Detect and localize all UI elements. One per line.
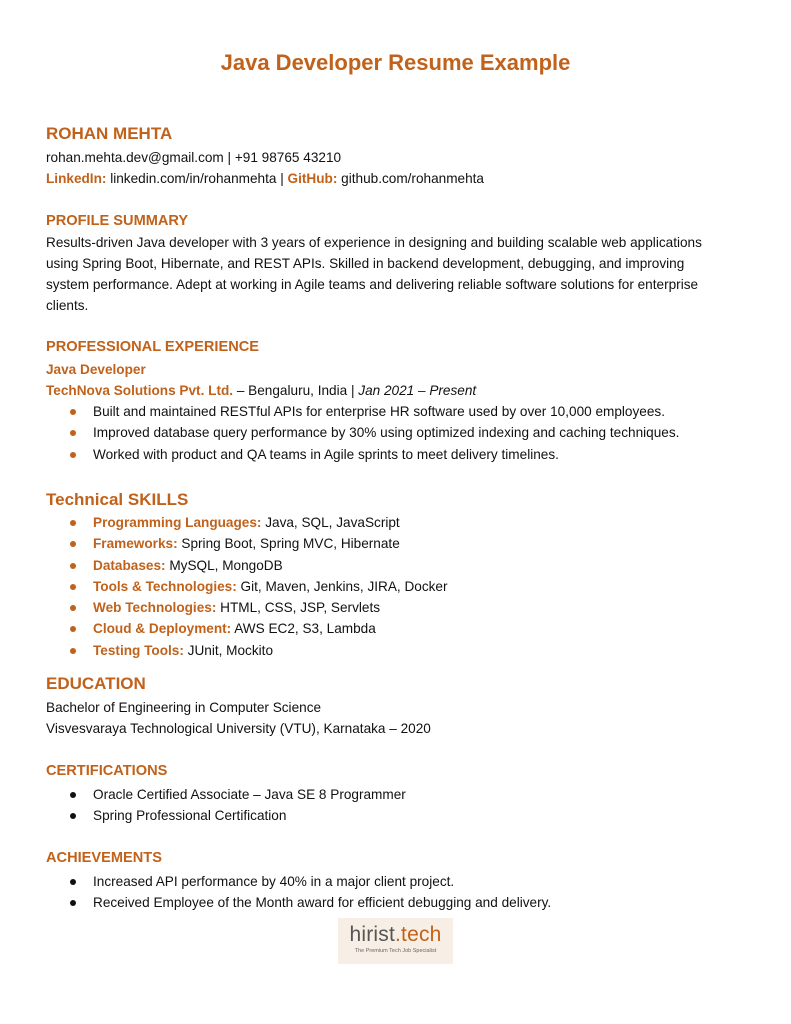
profile-summary-line: using Spring Boot, Hibernate, and REST APIs. Skilled in backend development, debugging, and improving	[46, 256, 685, 271]
job-dates: Jan 2021 – Present	[358, 383, 477, 398]
job-location: – Bengaluru, India |	[233, 383, 359, 398]
list-item: Web Technologies: HTML, CSS, JSP, Servlets	[46, 597, 448, 618]
bullet-icon	[70, 541, 76, 547]
experience-bullets	[46, 401, 679, 465]
linkedin-label: LinkedIn:	[46, 171, 107, 186]
achievements-heading: ACHIEVEMENTS	[46, 850, 162, 866]
experience-heading: PROFESSIONAL EXPERIENCE	[46, 339, 260, 355]
education-heading: EDUCATION	[46, 674, 146, 693]
list-item: Testing Tools: JUnit, Mockito	[46, 640, 448, 661]
list-item: Oracle Certified Associate – Java SE 8 Programmer	[46, 784, 406, 805]
bullet-icon	[70, 605, 76, 611]
profile-summary-line: Results-driven Java developer with 3 years of experience in designing and building scalable web applications	[46, 235, 702, 250]
github-value: github.com/rohanmehta	[337, 171, 484, 186]
logo-wordmark: hirist.tech	[349, 923, 442, 946]
job-role: Java Developer	[46, 362, 146, 377]
logo-tagline: The Premium Tech Job Specialist	[354, 948, 437, 954]
list-item: Received Employee of the Month award for efficient debugging and delivery.	[46, 892, 551, 913]
list-item: Built and maintained RESTful APIs for enterprise HR software used by over 10,000 employees.	[46, 401, 679, 422]
bullet-icon	[70, 813, 76, 819]
achievements-list	[46, 871, 551, 914]
bullet-icon	[70, 626, 76, 632]
bullet-icon	[70, 409, 76, 415]
github-label: GitHub:	[287, 171, 338, 186]
list-item: Programming Languages: Java, SQL, JavaScript	[46, 512, 448, 533]
certifications-heading: CERTIFICATIONS	[46, 763, 168, 779]
bullet-icon	[70, 648, 76, 654]
list-item: Increased API performance by 40% in a major client project.	[46, 871, 551, 892]
list-item: Tools & Technologies: Git, Maven, Jenkins, JIRA, Docker	[46, 576, 448, 597]
bullet-icon	[70, 563, 76, 569]
bullet-icon	[70, 430, 76, 436]
skills-heading: Technical SKILLS	[46, 490, 189, 509]
candidate-name: ROHAN MEHTA	[46, 124, 173, 143]
education-degree: Bachelor of Engineering in Computer Science	[46, 700, 322, 715]
bullet-icon	[70, 452, 76, 458]
contact-line-email-phone: rohan.mehta.dev@gmail.com | +91 98765 43210	[46, 150, 342, 165]
profile-summary-line: system performance. Adept at working in Agile teams and delivering reliable software solutions for enterprise	[46, 277, 699, 292]
list-item: Spring Professional Certification	[46, 805, 406, 826]
certifications-list	[46, 784, 406, 827]
company-name: TechNova Solutions Pvt. Ltd.	[46, 383, 234, 398]
hirist-tech-logo	[338, 918, 453, 964]
list-item: Cloud & Deployment: AWS EC2, S3, Lambda	[46, 618, 448, 639]
bullet-icon	[70, 584, 76, 590]
contact-line-profiles	[46, 169, 484, 189]
list-item: Frameworks: Spring Boot, Spring MVC, Hibernate	[46, 533, 448, 554]
education-school: Visvesvaraya Technological University (VTU), Karnataka – 2020	[46, 721, 431, 736]
job-company-line	[46, 381, 476, 401]
skills-list	[46, 512, 448, 661]
bullet-icon	[70, 792, 76, 798]
linkedin-value: linkedin.com/in/rohanmehta |	[106, 171, 288, 186]
page-title: Java Developer Resume Example	[220, 50, 571, 75]
profile-summary-line: clients.	[46, 298, 89, 313]
list-item: Worked with product and QA teams in Agile sprints to meet delivery timelines.	[46, 444, 679, 465]
profile-summary-heading: PROFILE SUMMARY	[46, 213, 189, 229]
list-item: Improved database query performance by 30% using optimized indexing and caching techniques.	[46, 422, 679, 443]
bullet-icon	[70, 520, 76, 526]
bullet-icon	[70, 900, 76, 906]
list-item: Databases: MySQL, MongoDB	[46, 555, 448, 576]
bullet-icon	[70, 879, 76, 885]
